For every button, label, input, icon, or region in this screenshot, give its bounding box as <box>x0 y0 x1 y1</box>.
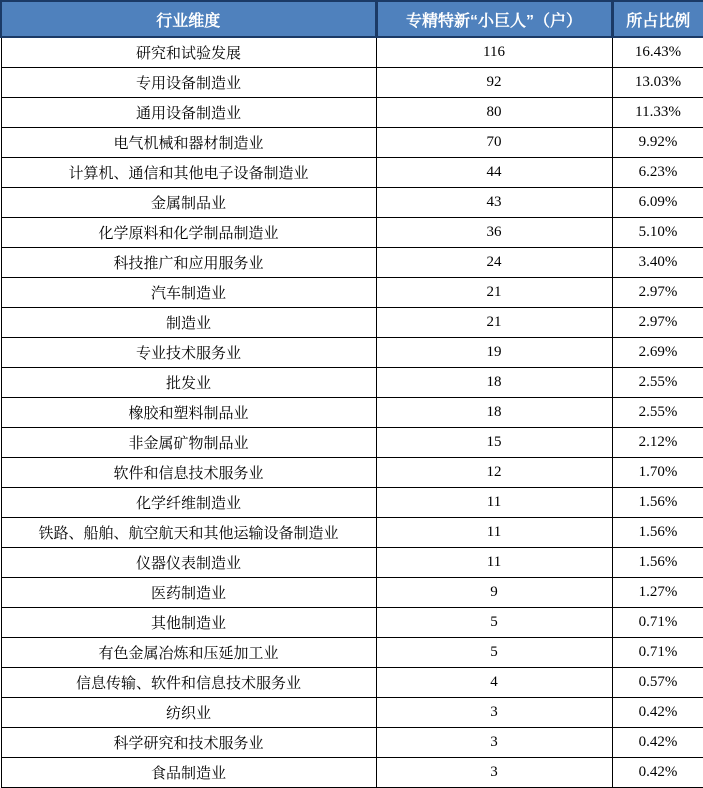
table-row <box>1 668 703 698</box>
share-cell: 0.71% <box>612 638 703 668</box>
share-cell: 0.42% <box>612 698 703 728</box>
table-row <box>1 458 703 488</box>
count-cell: 19 <box>376 338 612 368</box>
share-cell: 2.97% <box>612 308 703 338</box>
share-cell: 2.69% <box>612 338 703 368</box>
table-row <box>1 758 703 788</box>
share-cell: 0.71% <box>612 608 703 638</box>
table-row <box>1 698 703 728</box>
table-row <box>1 98 703 128</box>
share-cell: 11.33% <box>612 98 703 128</box>
share-cell: 2.12% <box>612 428 703 458</box>
table-row <box>1 488 703 518</box>
share-cell: 0.42% <box>612 758 703 788</box>
industry-cell: 制造业 <box>1 308 376 338</box>
count-cell: 4 <box>376 668 612 698</box>
table-row <box>1 398 703 428</box>
table-row <box>1 218 703 248</box>
table-header <box>1 1 703 37</box>
count-cell: 5 <box>376 608 612 638</box>
count-cell: 43 <box>376 188 612 218</box>
share-cell: 0.42% <box>612 728 703 758</box>
industry-cell: 化学原料和化学制品制造业 <box>1 218 376 248</box>
industry-cell: 食品制造业 <box>1 758 376 788</box>
count-cell: 11 <box>376 518 612 548</box>
industry-cell: 其他制造业 <box>1 608 376 638</box>
table-row <box>1 128 703 158</box>
industry-cell: 专业技术服务业 <box>1 338 376 368</box>
industry-cell: 橡胶和塑料制品业 <box>1 398 376 428</box>
table-row <box>1 68 703 98</box>
count-cell: 116 <box>376 37 612 68</box>
count-cell: 36 <box>376 218 612 248</box>
col-header-industry: 行业维度 <box>1 1 376 37</box>
count-cell: 18 <box>376 398 612 428</box>
share-cell: 13.03% <box>612 68 703 98</box>
share-cell: 6.09% <box>612 188 703 218</box>
count-cell: 24 <box>376 248 612 278</box>
share-cell: 1.27% <box>612 578 703 608</box>
industry-cell: 铁路、船舶、航空航天和其他运输设备制造业 <box>1 518 376 548</box>
table-row <box>1 428 703 458</box>
share-cell: 2.97% <box>612 278 703 308</box>
industry-cell: 软件和信息技术服务业 <box>1 458 376 488</box>
col-header-count: 专精特新“小巨人”（户） <box>376 1 612 37</box>
table-row <box>1 368 703 398</box>
table-row <box>1 728 703 758</box>
share-cell: 1.70% <box>612 458 703 488</box>
share-cell: 6.23% <box>612 158 703 188</box>
share-cell: 1.56% <box>612 518 703 548</box>
table-row <box>1 518 703 548</box>
industry-cell: 计算机、通信和其他电子设备制造业 <box>1 158 376 188</box>
industry-cell: 科学研究和技术服务业 <box>1 728 376 758</box>
count-cell: 9 <box>376 578 612 608</box>
table-row <box>1 278 703 308</box>
count-cell: 11 <box>376 548 612 578</box>
count-cell: 12 <box>376 458 612 488</box>
share-cell: 3.40% <box>612 248 703 278</box>
table-row <box>1 638 703 668</box>
count-cell: 80 <box>376 98 612 128</box>
table-row <box>1 578 703 608</box>
count-cell: 11 <box>376 488 612 518</box>
industry-cell: 电气机械和器材制造业 <box>1 128 376 158</box>
industry-cell: 研究和试验发展 <box>1 37 376 68</box>
count-cell: 70 <box>376 128 612 158</box>
industry-cell: 专用设备制造业 <box>1 68 376 98</box>
share-cell: 16.43% <box>612 37 703 68</box>
industry-cell: 信息传输、软件和信息技术服务业 <box>1 668 376 698</box>
industry-cell: 仪器仪表制造业 <box>1 548 376 578</box>
table-row <box>1 158 703 188</box>
share-cell: 0.57% <box>612 668 703 698</box>
count-cell: 3 <box>376 698 612 728</box>
table-row <box>1 548 703 578</box>
share-cell: 2.55% <box>612 398 703 428</box>
table-body <box>1 37 703 788</box>
share-cell: 1.56% <box>612 488 703 518</box>
industry-cell: 科技推广和应用服务业 <box>1 248 376 278</box>
count-cell: 3 <box>376 758 612 788</box>
header-row <box>1 1 703 37</box>
count-cell: 44 <box>376 158 612 188</box>
industry-cell: 医药制造业 <box>1 578 376 608</box>
count-cell: 5 <box>376 638 612 668</box>
industry-cell: 化学纤维制造业 <box>1 488 376 518</box>
share-cell: 5.10% <box>612 218 703 248</box>
count-cell: 18 <box>376 368 612 398</box>
table-row <box>1 338 703 368</box>
industry-cell: 非金属矿物制品业 <box>1 428 376 458</box>
table-row <box>1 308 703 338</box>
count-cell: 3 <box>376 728 612 758</box>
count-cell: 21 <box>376 308 612 338</box>
industry-cell: 批发业 <box>1 368 376 398</box>
table-row <box>1 248 703 278</box>
industry-cell: 汽车制造业 <box>1 278 376 308</box>
share-cell: 9.92% <box>612 128 703 158</box>
table-row <box>1 37 703 68</box>
share-cell: 1.56% <box>612 548 703 578</box>
industry-cell: 通用设备制造业 <box>1 98 376 128</box>
count-cell: 92 <box>376 68 612 98</box>
count-cell: 21 <box>376 278 612 308</box>
industry-cell: 金属制品业 <box>1 188 376 218</box>
count-cell: 15 <box>376 428 612 458</box>
col-header-share: 所占比例 <box>612 1 703 37</box>
share-cell: 2.55% <box>612 368 703 398</box>
industry-cell: 纺织业 <box>1 698 376 728</box>
industry-cell: 有色金属冶炼和压延加工业 <box>1 638 376 668</box>
table-row <box>1 188 703 218</box>
table-row <box>1 608 703 638</box>
